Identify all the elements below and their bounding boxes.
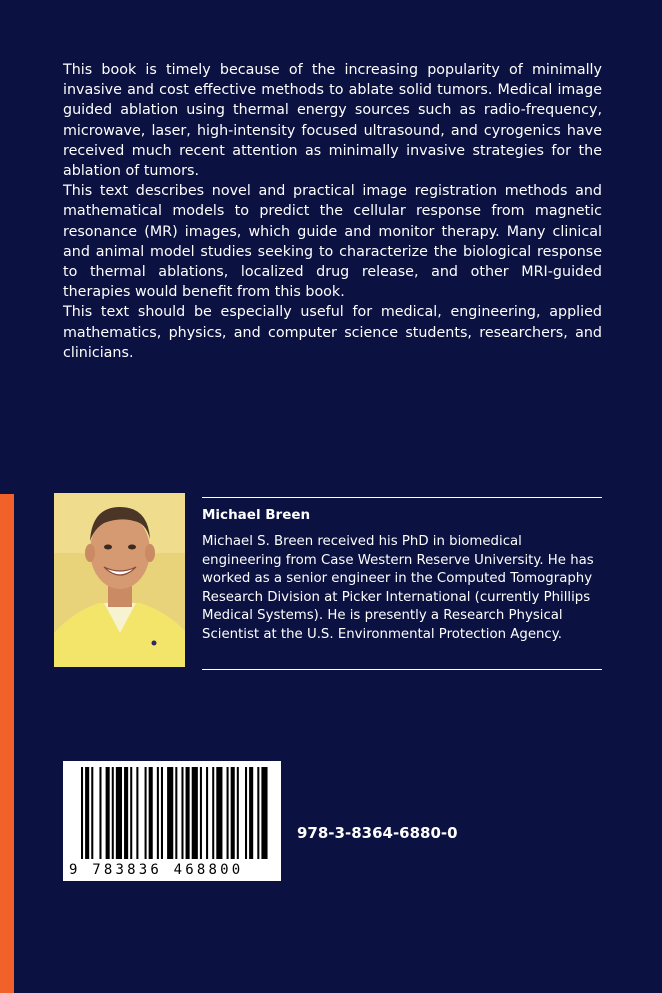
barcode-bar — [186, 767, 190, 859]
barcode-bar — [136, 767, 138, 859]
blurb-paragraph: This text should be especially useful for medical, engineering, applied mathematics, physics, and computer science students, researchers, and clinicians. — [63, 304, 602, 361]
barcode-digits: 9 783836 468800 — [69, 862, 244, 878]
back-cover-blurb — [63, 60, 602, 363]
isbn-barcode — [63, 761, 281, 881]
barcode-bar — [192, 767, 198, 859]
isbn-number: 978-3-8364-6880-0 — [297, 824, 458, 842]
blurb-paragraph: This text describes novel and practical image registration methods and mathematical models to predict the cellular response from magnetic resonance (MR) images, which guide and monitor therapy. Many clinical and animal model studies seeking to characterize the biological response to thermal ablations, localized drug release, and other MRI-guided therapies would benefit from this book. — [63, 183, 602, 301]
barcode-bar — [181, 767, 183, 859]
author-photo — [54, 493, 185, 667]
author-bio: Michael S. Breen received his PhD in biomedical engineering from Case Western Reserve University. He has worked as a senior engineer in the Computed Tomography Research Division at Picker International (currently Phillips Medical Systems). He is presently a Research Physical Scientist at the U.S. Environmental Protection Agency. — [202, 534, 594, 642]
barcode-bar — [112, 767, 114, 859]
barcode-bar — [261, 767, 267, 859]
barcode-bar — [99, 767, 101, 859]
barcode-bar — [124, 767, 128, 859]
barcode-bar — [216, 767, 222, 859]
barcode-bar — [91, 767, 93, 859]
barcode-bar — [237, 767, 239, 859]
barcode-bar — [116, 767, 122, 859]
barcode-bar — [249, 767, 253, 859]
barcode-bar — [245, 767, 247, 859]
barcode-bar — [130, 767, 132, 859]
divider-bottom — [202, 669, 602, 670]
barcode-bar — [167, 767, 173, 859]
barcode-bar — [145, 767, 147, 859]
barcode-bar — [212, 767, 214, 859]
divider-top — [202, 497, 602, 498]
barcode-bar — [161, 767, 163, 859]
author-name: Michael Breen — [202, 507, 311, 523]
barcode-bar — [175, 767, 177, 859]
barcode-bar — [231, 767, 235, 859]
barcode-bar — [85, 767, 89, 859]
barcode-bar — [200, 767, 202, 859]
barcode-bar — [227, 767, 229, 859]
blurb-paragraph: This book is timely because of the increasing popularity of minimally invasive and cost effective methods to ablate solid tumors. Medical image guided ablation using thermal energy sources such as radio-frequency, microwave, laser, high-intensity focused ultrasound, and cyrogenics have received much recent attention as minimally invasive strategies for the ablation of tumors. — [63, 62, 602, 180]
barcode-bar — [206, 767, 208, 859]
barcode-bar — [81, 767, 83, 859]
barcode-bar — [157, 767, 159, 859]
barcode-bar — [257, 767, 259, 859]
barcode-bar — [106, 767, 110, 859]
orange-accent-bar — [0, 494, 14, 993]
barcode-bar — [149, 767, 153, 859]
